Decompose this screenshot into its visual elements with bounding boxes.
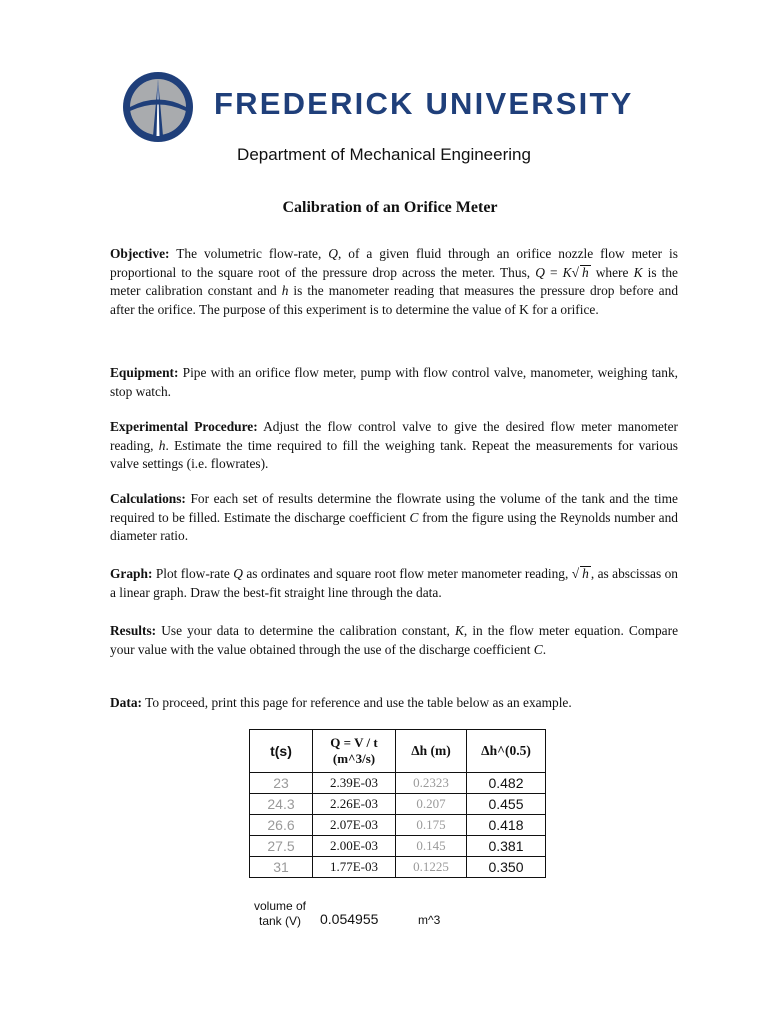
- cell-flowrate: 2.26E-03: [313, 794, 396, 815]
- procedure-text: . Estimate the time required to fill the weighing tank. Repeat the measurements for various valve settings (i.e. flowrates).: [110, 437, 679, 471]
- cell-time: 24.3: [250, 794, 313, 815]
- equipment-paragraph: [110, 364, 678, 401]
- var-h: h: [281, 283, 289, 298]
- cell-flowrate: 2.07E-03: [313, 815, 396, 836]
- data-label: Data:: [110, 695, 142, 710]
- header-flowrate-formula: Q = V / t: [330, 735, 378, 750]
- tank-volume-unit: m^3: [418, 913, 441, 927]
- objective-text: is the meter calibration constant and: [110, 264, 678, 298]
- objective-text: where: [590, 264, 634, 280]
- graph-text: , as abscissas on a linear graph. Draw the best-fit straight line through the data.: [110, 566, 679, 600]
- tank-volume-label-line1: volume of: [253, 899, 307, 913]
- objective-label: Objective:: [110, 246, 170, 261]
- cell-time: 27.5: [250, 836, 313, 857]
- procedure-label: Experimental Procedure:: [110, 419, 258, 434]
- cell-sqrt-delta-h: 0.418: [467, 815, 546, 836]
- objective-text: , of a given fluid through an orifice nozzle flow meter is proportional to the square root of the pressure drop across the meter. Thus,: [110, 246, 678, 280]
- var-q: Q: [233, 566, 243, 581]
- university-logo: [120, 70, 656, 145]
- objective-text: The volumetric flow-rate,: [169, 246, 329, 261]
- cell-flowrate: 1.77E-03: [313, 857, 396, 878]
- table-row: [250, 815, 546, 836]
- cell-delta-h: 0.207: [396, 794, 467, 815]
- sqrt-icon: √: [571, 566, 580, 581]
- table-row: [250, 773, 546, 794]
- table-row: [250, 794, 546, 815]
- procedure-text: Adjust the flow control valve to give the desired flow meter manometer reading,: [110, 419, 678, 453]
- var-q: Q: [328, 246, 338, 261]
- equipment-text: Pipe with an orifice flow meter, pump with flow control valve, manometer, weighing tank, stop watch.: [110, 365, 678, 399]
- table-header-row: [250, 730, 546, 773]
- cell-time: 26.6: [250, 815, 313, 836]
- university-emblem-icon: [120, 70, 200, 145]
- department-name: Department of Mechanical Engineering: [237, 145, 531, 164]
- cell-delta-h: 0.1225: [396, 857, 467, 878]
- header-sqrt-delta-h: Δh^(0.5): [467, 730, 546, 773]
- formula-h: h: [581, 264, 589, 280]
- objective-paragraph: [110, 245, 678, 319]
- cell-sqrt-delta-h: 0.455: [467, 794, 546, 815]
- cell-flowrate: 2.39E-03: [313, 773, 396, 794]
- var-k: K: [454, 623, 464, 638]
- graph-paragraph: [110, 565, 678, 602]
- procedure-paragraph: [110, 418, 678, 474]
- page-title: Calibration of an Orifice Meter: [282, 199, 498, 216]
- calculations-text: from the figure using the Reynolds number and diameter ratio.: [110, 509, 678, 543]
- cell-time: 31: [250, 857, 313, 878]
- results-text: , in the flow meter equation. Compare your value with the value obtained through the use of the discharge coefficient: [110, 623, 679, 657]
- tank-volume-value: 0.054955: [320, 911, 379, 927]
- equipment-label: Equipment:: [110, 365, 179, 380]
- graph-text: Plot flow-rate: [152, 566, 234, 581]
- data-text: To proceed, print this page for reference and use the table below as an example.: [141, 695, 572, 710]
- tank-volume-label-line2: tank (V): [258, 914, 301, 928]
- results-label: Results:: [110, 623, 157, 638]
- cell-sqrt-delta-h: 0.482: [467, 773, 546, 794]
- cell-delta-h: 0.145: [396, 836, 467, 857]
- results-text: .: [542, 641, 547, 657]
- graph-label: Graph:: [110, 566, 153, 581]
- cell-delta-h: 0.2323: [396, 773, 467, 794]
- header-flowrate-unit: (m^3/s): [332, 751, 376, 766]
- calculations-text: For each set of results determine the flowrate using the volume of the tank and the time required to be filled. Estimate the discharge coefficient: [110, 491, 678, 525]
- results-paragraph: [110, 622, 678, 659]
- header-delta-h: Δh (m): [396, 730, 467, 773]
- header-flowrate: [313, 730, 396, 773]
- var-h: h: [158, 437, 166, 453]
- cell-sqrt-delta-h: 0.381: [467, 836, 546, 857]
- var-c: C: [409, 509, 419, 525]
- table-row: [250, 857, 546, 878]
- formula-equals: =: [544, 264, 563, 280]
- objective-text: is the manometer reading that measures the pressure drop before and after the orifice. The purpose of this experiment is to determine the value of K for a orifice.: [110, 283, 679, 317]
- results-text: Use your data to determine the calibration constant,: [156, 623, 455, 638]
- cell-flowrate: 2.00E-03: [313, 836, 396, 857]
- calculations-paragraph: [110, 490, 678, 546]
- header-time: t(s): [250, 730, 313, 773]
- formula-k: K: [562, 264, 572, 280]
- graph-text: as ordinates and square root flow meter manometer reading,: [242, 566, 572, 581]
- calculations-label: Calculations:: [110, 491, 186, 506]
- tank-volume-label: [248, 899, 312, 929]
- cell-time: 23: [250, 773, 313, 794]
- var-k: K: [633, 264, 643, 280]
- data-paragraph: [110, 694, 678, 713]
- sqrt-icon: √: [571, 264, 579, 280]
- table-row: [250, 836, 546, 857]
- cell-delta-h: 0.175: [396, 815, 467, 836]
- formula-q: Q: [535, 264, 545, 280]
- university-name: FREDERICK UNIVERSITY: [214, 86, 634, 121]
- cell-sqrt-delta-h: 0.350: [467, 857, 546, 878]
- var-c: C: [533, 641, 543, 657]
- var-h: h: [582, 566, 589, 581]
- data-table: [249, 729, 546, 878]
